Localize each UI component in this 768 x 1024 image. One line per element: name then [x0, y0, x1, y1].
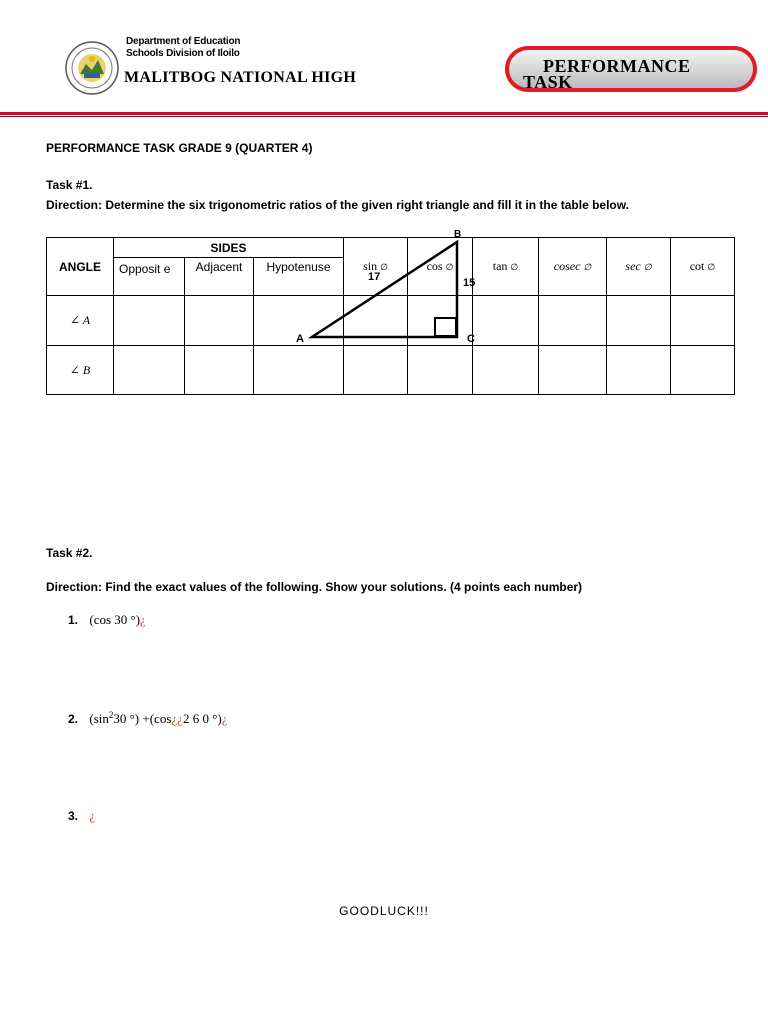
performance-task-badge: [505, 46, 757, 92]
answer-cell[interactable]: [671, 346, 735, 395]
adjacent-header: Adjacent: [185, 258, 254, 296]
problem-number: 2.: [68, 712, 79, 726]
cosec-label: cosec: [553, 259, 581, 273]
problem-3: [68, 808, 95, 824]
vertex-c-label: C: [467, 333, 475, 345]
problem-3-glyph: ¿: [89, 808, 96, 823]
problem-2-part-b: 30 °) +(cos: [113, 711, 172, 726]
problem-number: 1.: [68, 613, 79, 627]
theta-symbol: ∅: [707, 262, 716, 272]
problem-number: 3.: [68, 809, 79, 823]
task1-label: Task #1.: [46, 178, 93, 192]
page-title: PERFORMANCE TASK GRADE 9 (QUARTER 4): [46, 141, 313, 155]
theta-symbol: ∅: [380, 262, 388, 272]
theta-symbol: ∅: [445, 262, 454, 272]
header-rule-shadow: [0, 116, 768, 117]
answer-cell[interactable]: [344, 346, 408, 395]
tan-label: tan: [492, 259, 508, 273]
sin-label: sin: [363, 259, 378, 273]
angle-b-cell: ∠ B: [47, 346, 114, 395]
sec-header: [607, 238, 671, 296]
answer-cell[interactable]: [607, 346, 671, 395]
angle-a-cell: ∠ A: [47, 296, 114, 346]
answer-cell[interactable]: [114, 346, 185, 395]
opposite-header: [114, 258, 185, 296]
problem-2-part-c: 2 6 0 °): [182, 711, 222, 726]
task1-direction: Direction: Determine the six trigonometric ratios of the given right triangle and fill it in the table below.: [46, 198, 629, 212]
goodluck-footer: GOODLUCK!!!: [339, 904, 429, 918]
problem-1-expression: (cos 30 °): [89, 612, 141, 627]
answer-cell[interactable]: [473, 346, 539, 395]
problem-1: [68, 612, 146, 628]
badge-line-1: PERFORMANCE: [543, 56, 691, 76]
header-rule: [0, 112, 768, 115]
deped-seal-logo: [64, 40, 120, 96]
cot-label: cot: [689, 259, 705, 273]
answer-cell[interactable]: [607, 296, 671, 346]
hypotenuse-header: Hypotenuse: [254, 258, 344, 296]
department-name: Department of Education: [126, 36, 241, 47]
problem-1-glyph: ¿: [140, 612, 146, 627]
cos-label: cos: [426, 259, 443, 273]
answer-cell[interactable]: [114, 296, 185, 346]
task2-direction: Direction: Find the exact values of the following. Show your solutions. (4 points each number): [46, 580, 583, 594]
cot-header: [671, 238, 735, 296]
answer-cell[interactable]: [185, 346, 254, 395]
answer-cell[interactable]: [408, 346, 473, 395]
department-heading: [126, 36, 240, 60]
badge-line-2: TASK: [523, 72, 573, 92]
problem-2-part-a: (sin: [89, 711, 109, 726]
problem-2-glyph-mid: ¿¿: [171, 711, 183, 726]
answer-cell[interactable]: [539, 296, 607, 346]
problem-2-glyph: ¿: [221, 711, 228, 726]
angle-header: ANGLE: [47, 238, 114, 296]
theta-symbol: ∅: [510, 262, 519, 272]
vertex-a-label: A: [296, 333, 304, 345]
cosec-header: [539, 238, 607, 296]
sec-label: sec: [625, 259, 641, 273]
theta-symbol: ∅: [643, 262, 652, 272]
division-name: Schools Division of Iloilo: [126, 48, 240, 59]
sides-header: SIDES: [114, 238, 344, 258]
problem-2: [68, 710, 228, 727]
answer-cell[interactable]: [254, 346, 344, 395]
vertex-b-label: B: [454, 229, 462, 240]
theta-symbol: ∅: [583, 262, 592, 272]
answer-cell[interactable]: [539, 346, 607, 395]
hypotenuse-length: 17: [368, 271, 381, 283]
school-name: MALITBOG NATIONAL HIGH: [124, 69, 357, 86]
badge-text: [523, 56, 739, 92]
right-angle-marker: [435, 318, 456, 336]
answer-cell[interactable]: [671, 296, 735, 346]
answer-cell[interactable]: [185, 296, 254, 346]
badge-inner: [509, 50, 753, 92]
problem-2-exponent: 2: [108, 710, 114, 720]
task2-label: Task #2.: [46, 546, 93, 560]
leg-bc-length: 15: [463, 277, 476, 289]
opposite-label: Opposit e: [119, 262, 171, 276]
